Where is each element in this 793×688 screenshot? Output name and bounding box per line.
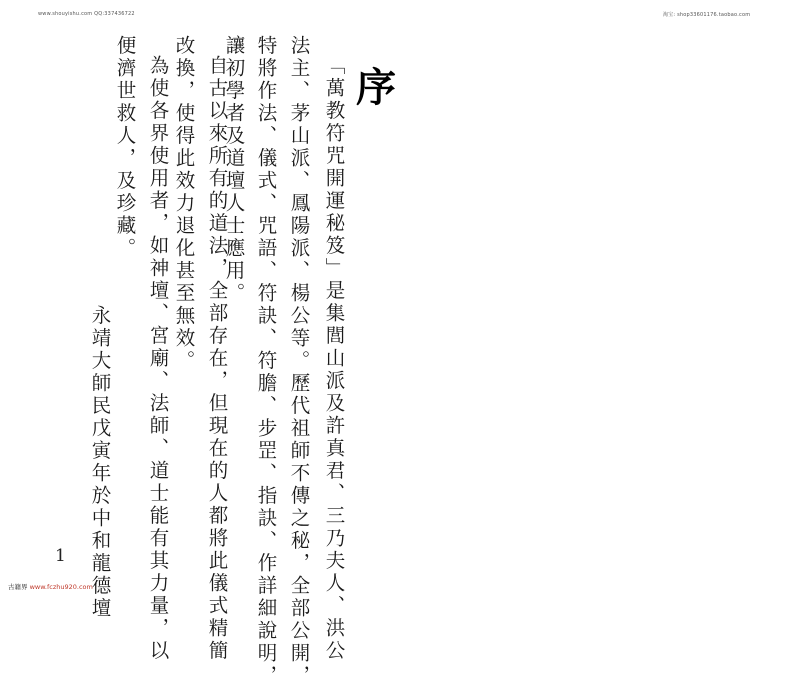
footer-credit [8, 582, 93, 591]
text-column: 自古以來所有的道法，全部存在，但現在的人都將此儀式精簡 [205, 55, 229, 663]
footer-label: 古籍界 [8, 583, 28, 591]
text-column: 為使各界使用者，如神壇、宮廟、法師、道士能有其力量，以 [146, 55, 170, 663]
footer-url[interactable]: www.fczhu920.com [29, 583, 93, 591]
text-column: 「萬教符咒開運秘笈」是集閭山派及許真君、三乃夫人、洪公 [322, 55, 346, 663]
text-column: 特將作法、儀式、咒語、符訣、符膽、步罡、指訣、作詳細說明， [254, 35, 278, 688]
text-column: 便濟世救人，及珍藏。 [113, 35, 137, 260]
text-column: 讓初學者及道壇人士應用。 [222, 35, 246, 305]
page-number: 1 [55, 546, 66, 566]
text-column: 法主、茅山派、鳳陽派、楊公等。歷代祖師不傳之秘，全部公開， [287, 35, 311, 688]
header-right-text: 淘宝: shop33601176.taobao.com [663, 12, 751, 18]
header-left-text: www.shouyishu.com QQ:337436722 [38, 11, 135, 17]
page-title: 序 [356, 64, 396, 111]
signature-column: 永靖大師民戊寅年於中和龍德壇 [88, 305, 112, 620]
text-column: 改換，使得此效力退化甚至無效。 [172, 35, 196, 373]
